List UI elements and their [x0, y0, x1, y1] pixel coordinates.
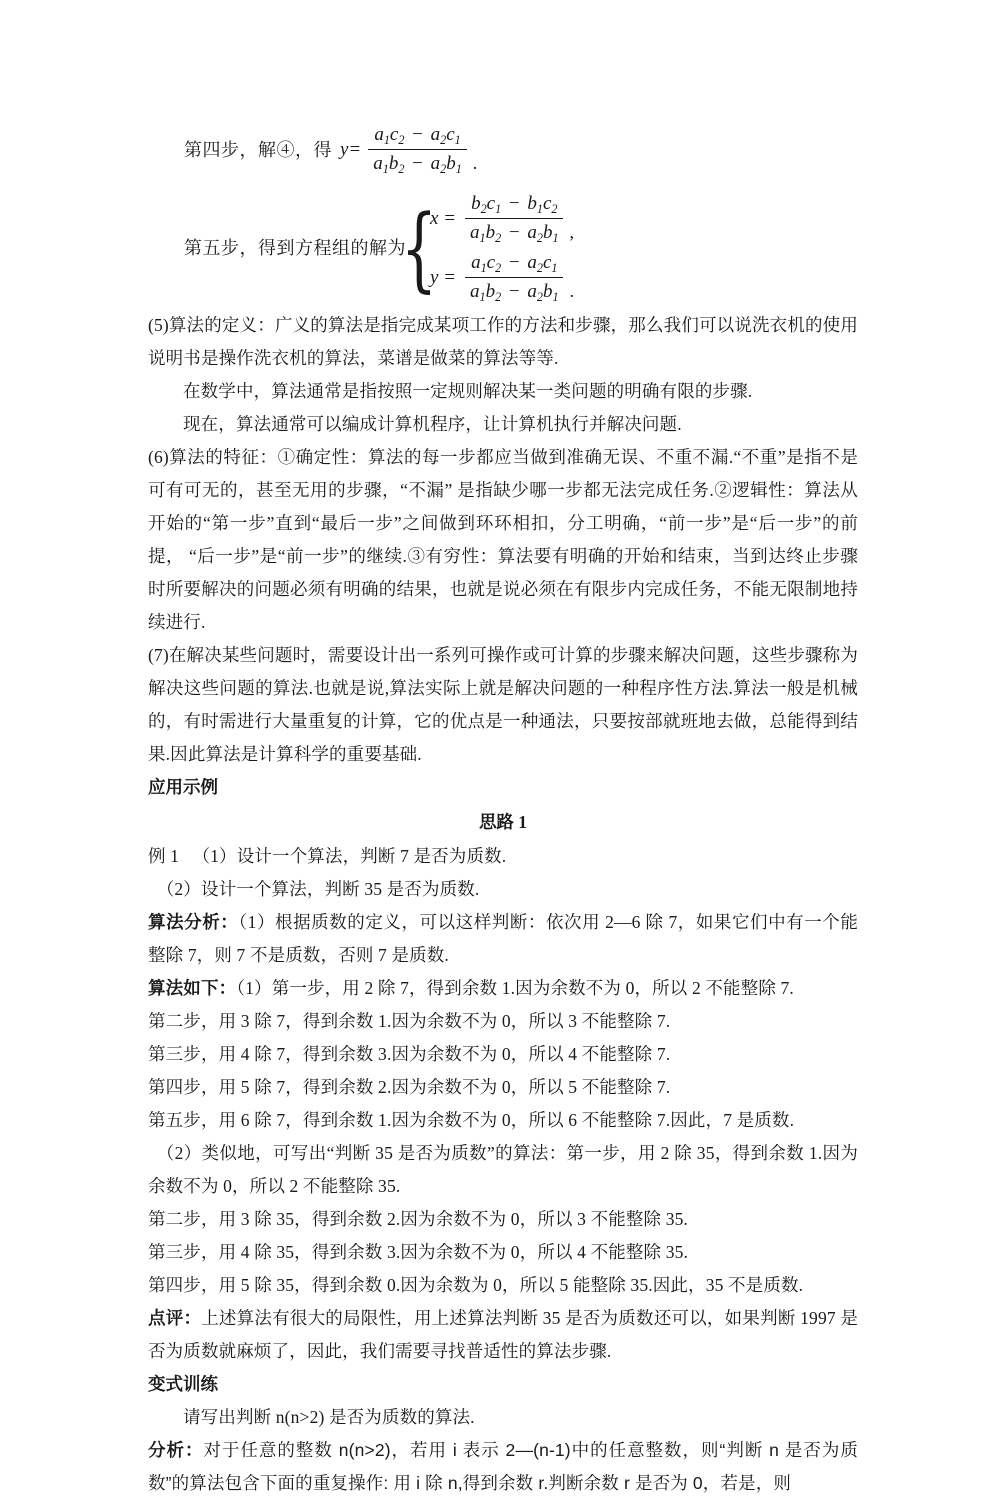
equation-lhs: x =: [430, 208, 457, 229]
equation-row-x: [430, 193, 574, 246]
paragraph-7: (7)在解决某些问题时，需要设计出一系列可操作或可计算的步骤来解决问题，这些步骤称为解决这些问题的算法.也就是说,算法实际上就是解决问题的一种程序性方法.算法一般是机械的，有时需进行大量重复的计算，它的优点是一种通法，只要按部就班地去做，总能得到结果.因此算法是计算科学的重要基础.: [148, 644, 858, 764]
example-line-2: （2）设计一个算法，判断 35 是否为质数.: [156, 878, 480, 899]
equation-trailing: .: [569, 281, 575, 302]
comment-paragraph: [148, 1302, 858, 1368]
heading-applied-example: 应用示例: [148, 776, 218, 797]
math-step-4: [184, 124, 858, 177]
paragraph-6: (6)算法的特征：①确定性：算法的每一步都应当做到准确无误、不重不漏.“不重”是指不是可有可无的，甚至无用的步骤，“不漏” 是指缺少哪一步都无法完成任务.②逻辑性：算法从开始的“第一步”直到“最后一步”之间做到环环相扣，分工明确，“前一步”是“后一步”的前提， “后一步”是“前一步”的继续.③有穷性：算法要有明确的开始和结束，当到达终止步骤时所要解决的问题必须有明确的结果，也就是说必须在有限步内完成任务，不能无限制地持续进行.: [148, 446, 858, 632]
algorithm-text: （1）第一步，用 2 除 7，得到余数 1.因为余数不为 0，所以 2 不能整除 7.: [236, 977, 794, 998]
equation-system: [400, 192, 575, 305]
step-line: 第五步，用 6 除 7，得到余数 1.因为余数不为 0，所以 6 不能整除 7.因此，7 是质数.: [148, 1109, 795, 1130]
equation-system-rows: [430, 193, 574, 305]
step-line: 第四步，用 5 除 35，得到余数 0.因为余数为 0，所以 5 能整除 35.因此，35 不是质数.: [148, 1274, 804, 1295]
math-step-5-label: 第五步，得到方程组的解为: [184, 238, 406, 259]
variant-analysis-label: 分析：: [148, 1439, 204, 1460]
fraction-denominator: $a_1b_2 - a_2b_1$: [470, 222, 559, 246]
fraction-denominator: $a_1b_2 - a_2b_1$: [373, 153, 462, 177]
algorithm-analysis-label: 算法分析：: [148, 911, 239, 932]
math-step-4-fraction: [367, 124, 468, 177]
equation-trailing: ,: [569, 222, 575, 243]
fraction-denominator: $a_1b_2 - a_2b_1$: [470, 281, 559, 305]
equation-fraction: [464, 193, 565, 246]
step-line: 第二步，用 3 除 7，得到余数 1.因为余数不为 0，所以 3 不能整除 7.: [148, 1010, 671, 1031]
example-line-1: 例 1 （1）设计一个算法，判断 7 是否为质数.: [148, 845, 507, 866]
paragraph-5a: 在数学中，算法通常是指按照一定规则解决某一类问题的明确有限的步骤.: [183, 380, 753, 401]
equation-fraction: [464, 252, 565, 305]
fraction-numerator: $b_2c_1 - b_1c_2$: [465, 193, 563, 219]
math-step-4-trailing: .: [472, 153, 478, 174]
left-brace-icon: {: [400, 195, 438, 303]
math-step-4-variable: y=: [340, 139, 362, 161]
algorithm-analysis-paragraph: [148, 906, 858, 972]
algorithm-analysis-text: （1）根据质数的定义，可以这样判断：依次用 2—6 除 7，如果它们中有一个能整除 7，则 7 不是质数，否则 7 是质数.: [148, 911, 859, 965]
variant-analysis-paragraph: [148, 1434, 858, 1500]
math-step-5: [184, 193, 858, 305]
paragraph-5: (5)算法的定义：广义的算法是指完成某项工作的方法和步骤，那么我们可以说洗衣机的使用说明书是操作洗衣机的算法，菜谱是做菜的算法等等.: [148, 314, 858, 368]
algorithm-label: 算法如下：: [148, 977, 237, 998]
comment-text: 上述算法有很大的局限性，用上述算法判断 35 是否为质数还可以，如果判断 1997 是否为质数就麻烦了，因此，我们需要寻找普适性的算法步骤.: [148, 1307, 859, 1361]
page-content: [148, 118, 858, 1500]
step-line: 第三步，用 4 除 35，得到余数 3.因为余数不为 0，所以 4 不能整除 35.: [148, 1241, 689, 1262]
example-part-2-intro: （2）类似地，可写出“判断 35 是否为质数”的算法：第一步，用 2 除 35，得到余数 1.因为余数不为 0，所以 2 不能整除 35.: [148, 1142, 858, 1196]
fraction-numerator: $a_1c_2 - a_2c_1$: [465, 252, 563, 278]
heading-variant-training: 变式训练: [148, 1373, 218, 1394]
heading-approach-1: 思路 1: [478, 811, 528, 832]
step-line: 第四步，用 5 除 7，得到余数 2.因为余数不为 0，所以 5 不能整除 7.: [148, 1076, 671, 1097]
variant-prompt: 请写出判断 n(n>2) 是否为质数的算法.: [183, 1406, 475, 1427]
math-step-4-label: 第四步，解④，得: [184, 139, 332, 160]
equation-row-y: [430, 252, 574, 305]
step-line: 第三步，用 4 除 7，得到余数 3.因为余数不为 0，所以 4 不能整除 7.: [148, 1043, 671, 1064]
comment-label: 点评：: [148, 1307, 202, 1328]
equation-lhs: y =: [430, 266, 457, 288]
step-line: 第二步，用 3 除 35，得到余数 2.因为余数不为 0，所以 3 不能整除 35.: [148, 1208, 689, 1229]
fraction-numerator: $a_1c_2 - a_2c_1$: [368, 124, 466, 150]
variant-analysis-text: 对于任意的整数 n(n>2)，若用 i 表示 2—(n-1)中的任意整数，则“判断 n 是否为质数”的算法包含下面的重复操作: 用 i 除 n,得到余数 r.判断余数 r 是否为 0，若是，则: [148, 1439, 858, 1493]
paragraph-5b: 现在，算法通常可以编成计算机程序，让计算机执行并解决问题.: [183, 413, 682, 434]
algorithm-steps-paragraph: [148, 972, 858, 1005]
